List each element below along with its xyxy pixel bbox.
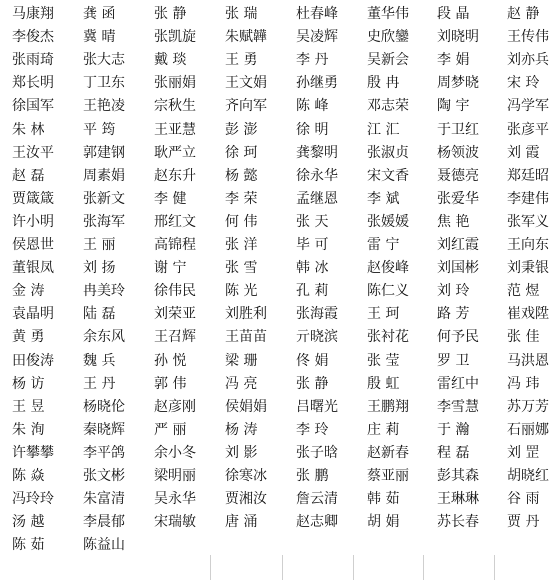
- name-entry: 平 筠: [83, 121, 116, 138]
- name-entry: 邓志荣: [367, 98, 409, 115]
- name-entry: 张 天: [296, 213, 329, 230]
- name-entry: 梁明丽: [154, 468, 196, 484]
- name-entry: 周素娟: [83, 167, 125, 184]
- name-entry: 赵志卿: [296, 514, 338, 531]
- name-entry: 许攀攀: [12, 444, 54, 461]
- name-entry: 冯 亮: [225, 375, 258, 392]
- name-entry: 陈 茹: [12, 537, 45, 554]
- name-entry: 张 莹: [367, 352, 400, 369]
- name-entry: 刘 罡: [507, 444, 540, 461]
- name-entry: 徐寒冰: [225, 468, 267, 484]
- name-entry: 宋文香: [367, 167, 409, 184]
- name-entry: 史欣鑾: [367, 29, 409, 46]
- name-entry: 杨领波: [437, 144, 479, 161]
- name-entry: 郭 伟: [154, 375, 187, 392]
- name-entry: 赵俊峰: [367, 260, 409, 277]
- name-entry: 宗秋生: [154, 98, 196, 115]
- name-entry: 杨 访: [12, 375, 45, 392]
- name-entry: 刘秉银: [507, 260, 549, 277]
- name-entry: 王琳琳: [437, 491, 479, 508]
- name-entry: 冀 晴: [83, 29, 116, 46]
- name-entry: 田俊涛: [12, 352, 54, 369]
- name-entry: 张 洋: [225, 237, 258, 253]
- name-entry: 严 丽: [154, 421, 187, 438]
- name-entry: 郑廷昭: [507, 167, 549, 184]
- name-entry: 朱 林: [12, 121, 45, 138]
- name-entry: 魏 兵: [83, 352, 116, 369]
- name-entry: 宋 玲: [507, 75, 540, 92]
- name-entry: 陈 光: [225, 283, 258, 300]
- name-entry: 张 静: [154, 6, 187, 22]
- name-entry: 于卫红: [437, 121, 479, 138]
- name-entry: 朱富清: [83, 491, 125, 508]
- name-entry: 高锦程: [154, 237, 196, 253]
- name-entry: 王鹏翔: [367, 398, 409, 415]
- name-entry: 王 珂: [367, 306, 400, 323]
- name-entry: 秦晓辉: [83, 421, 125, 438]
- name-entry: 刘 扬: [83, 260, 116, 277]
- name-entry: 王汝平: [12, 144, 54, 161]
- name-entry: 马康翔: [12, 6, 54, 22]
- name-entry: 张文彬: [83, 468, 125, 484]
- name-entry: 郑长明: [12, 75, 54, 92]
- name-entry: 冯学军: [507, 98, 549, 115]
- name-entry: 徐 珂: [225, 144, 258, 161]
- name-entry: 陈益山: [83, 537, 125, 554]
- name-entry: 杨 懿: [225, 167, 258, 184]
- name-entry: 江 汇: [367, 121, 400, 138]
- name-entry: 冯玲玲: [12, 491, 54, 508]
- column-divider: [282, 555, 283, 580]
- name-entry: 董银凤: [12, 260, 54, 277]
- name-entry: 张 瑞: [225, 6, 258, 22]
- name-entry: 吴永华: [154, 491, 196, 508]
- name-entry: 李平鸽: [83, 444, 125, 461]
- name-entry: 焦 艳: [437, 213, 470, 230]
- name-entry: 唐 涌: [225, 514, 258, 531]
- name-entry: 李 健: [154, 190, 187, 207]
- name-entry: 张雨琦: [12, 52, 54, 69]
- name-entry: 侯恩世: [12, 237, 54, 253]
- name-entry: 石丽娜: [507, 421, 549, 438]
- name-entry: 刘晓明: [437, 29, 479, 46]
- name-entry: 佟 娟: [296, 352, 329, 369]
- name-entry: 戴 琰: [154, 52, 187, 69]
- name-entry: 程 磊: [437, 444, 470, 461]
- name-entry: 刘红霞: [437, 237, 479, 253]
- name-entry: 冉美玲: [83, 283, 125, 300]
- name-entry: 王 丽: [83, 237, 116, 253]
- name-entry: 何予民: [437, 329, 479, 346]
- name-entry: 韩 茹: [367, 491, 400, 508]
- name-entry: 陈 焱: [12, 468, 45, 484]
- name-entry: 彭 澎: [225, 121, 258, 138]
- name-entry: 詹云清: [296, 491, 338, 508]
- name-entry: 赵新春: [367, 444, 409, 461]
- column-divider: [423, 555, 424, 580]
- column-divider: [494, 555, 495, 580]
- name-entry: 张淑贞: [367, 144, 409, 161]
- name-entry: 陈 峰: [296, 98, 329, 115]
- name-entry: 庄 莉: [367, 421, 400, 438]
- name-entry: 贾湘汝: [225, 491, 267, 508]
- name-entry: 王 昱: [12, 398, 45, 415]
- name-entry: 余小冬: [154, 444, 196, 461]
- name-entry: 张 鹏: [296, 468, 329, 484]
- name-entry: 崔戏陞: [507, 306, 549, 323]
- name-entry: 聂德亮: [437, 167, 479, 184]
- name-entry: 殷 虹: [367, 375, 400, 392]
- name-entry: 赵 静: [507, 6, 540, 22]
- name-entry: 王向东: [507, 237, 549, 253]
- name-entry: 朱 洵: [12, 421, 45, 438]
- name-entry: 徐永华: [296, 167, 338, 184]
- name-entry: 杨晓伦: [83, 398, 125, 415]
- name-entry: 吕曙光: [296, 398, 338, 415]
- name-entry: 李 斌: [367, 190, 400, 207]
- name-entry: 周梦晓: [437, 75, 479, 92]
- name-entry: 王召辉: [154, 329, 196, 346]
- name-entry: 刘荣亚: [154, 306, 196, 323]
- name-entry: 龚黎明: [296, 144, 338, 161]
- name-entry: 亓晓滨: [296, 329, 338, 346]
- name-entry: 王文娟: [225, 75, 267, 92]
- name-entry: 李 丹: [296, 52, 329, 69]
- name-entry: 张子晗: [296, 444, 338, 461]
- name-entry: 路 芳: [437, 306, 470, 323]
- name-entry: 赵彦刚: [154, 398, 196, 415]
- name-entry: 李雪慧: [437, 398, 479, 415]
- name-entry: 丁卫东: [83, 75, 125, 92]
- name-entry: 李 荣: [225, 190, 258, 207]
- name-entry: 陆 磊: [83, 306, 116, 323]
- name-entry: 齐向军: [225, 98, 267, 115]
- column-divider: [210, 555, 211, 580]
- name-entry: 贾箴箴: [12, 190, 54, 207]
- name-entry: 郭建钢: [83, 144, 125, 161]
- name-entry: 刘 玲: [437, 283, 470, 300]
- name-entry: 王亚慧: [154, 121, 196, 138]
- name-entry: 李 玲: [296, 421, 329, 438]
- name-entry: 张 佳: [507, 329, 540, 346]
- name-entry: 刘亦兵: [507, 52, 549, 69]
- name-entry: 张凯旋: [154, 29, 196, 46]
- name-entry: 陶 宇: [437, 98, 470, 115]
- name-entry: 汤 越: [12, 514, 45, 531]
- name-entry: 段 晶: [437, 6, 470, 22]
- name-entry: 范 煜: [507, 283, 540, 300]
- name-entry: 谷 雨: [507, 491, 540, 508]
- name-entry: 许小明: [12, 213, 54, 230]
- name-entry: 张大志: [83, 52, 125, 69]
- name-entry: 黄 勇: [12, 329, 45, 346]
- name-entry: 赵 磊: [12, 167, 45, 184]
- name-entry: 张丽娟: [154, 75, 196, 92]
- name-entry: 雷 宁: [367, 237, 400, 253]
- name-entry: 朱赋韡: [225, 29, 267, 46]
- name-entry: 胡晓红: [507, 468, 549, 484]
- name-entry: 袁晶明: [12, 306, 54, 323]
- name-entry: 董华伟: [367, 6, 409, 22]
- name-entry: 张海军: [83, 213, 125, 230]
- name-entry: 李俊杰: [12, 29, 54, 46]
- name-entry: 张 静: [296, 375, 329, 392]
- name-entry: 余东风: [83, 329, 125, 346]
- name-entry: 张彦平: [507, 121, 549, 138]
- name-entry: 冯 玮: [507, 375, 540, 392]
- name-entry: 龚 函: [83, 6, 116, 22]
- name-entry: 孔 莉: [296, 283, 329, 300]
- name-entry: 刘 霞: [507, 144, 540, 161]
- name-entry: 毕 可: [296, 237, 329, 253]
- name-entry: 贾 丹: [507, 514, 540, 531]
- name-entry: 张衬花: [367, 329, 409, 346]
- name-entry: 谢 宁: [154, 260, 187, 277]
- name-entry: 孙继勇: [296, 75, 338, 92]
- name-entry: 孙 悦: [154, 352, 187, 369]
- name-entry: 韩 冰: [296, 260, 329, 277]
- name-entry: 胡 娟: [367, 514, 400, 531]
- name-entry: 徐 明: [296, 121, 329, 138]
- name-entry: 李晨郁: [83, 514, 125, 531]
- name-entry: 于 瀚: [437, 421, 470, 438]
- name-entry: 吴凌辉: [296, 29, 338, 46]
- name-entry: 刘胜利: [225, 306, 267, 323]
- name-entry: 孟继恩: [296, 190, 338, 207]
- name-entry: 何 伟: [225, 213, 258, 230]
- column-divider: [353, 555, 354, 580]
- name-entry: 刘国彬: [437, 260, 479, 277]
- name-entry: 雷红中: [437, 375, 479, 392]
- name-entry: 陈仁义: [367, 283, 409, 300]
- name-entry: 张新文: [83, 190, 125, 207]
- name-entry: 徐伟民: [154, 283, 196, 300]
- name-entry: 殷 冉: [367, 75, 400, 92]
- name-entry: 张爱华: [437, 190, 479, 207]
- name-entry: 宋瑞敏: [154, 514, 196, 531]
- name-entry: 苏长春: [437, 514, 479, 531]
- name-entry: 梁 珊: [225, 352, 258, 369]
- name-entry: 邢红文: [154, 213, 196, 230]
- name-entry: 张海霞: [296, 306, 338, 323]
- name-entry: 赵东升: [154, 167, 196, 184]
- name-entry: 金 涛: [12, 283, 45, 300]
- name-entry: 王 勇: [225, 52, 258, 69]
- name-entry: 彭其森: [437, 468, 479, 484]
- name-entry: 张 雪: [225, 260, 258, 277]
- name-entry: 蔡亚丽: [367, 468, 409, 484]
- name-entry: 杨 涛: [225, 421, 258, 438]
- name-entry: 王 丹: [83, 375, 116, 392]
- name-entry: 吴新会: [367, 52, 409, 69]
- name-entry: 李 娟: [437, 52, 470, 69]
- name-entry: 徐国军: [12, 98, 54, 115]
- name-entry: 侯娟娟: [225, 398, 267, 415]
- name-entry: 李建伟: [507, 190, 549, 207]
- name-entry: 杜春峰: [296, 6, 338, 22]
- name-entry: 王艳凌: [83, 98, 125, 115]
- name-entry: 罗 卫: [437, 352, 470, 369]
- name-entry: 苏万芳: [507, 398, 549, 415]
- name-entry: 张军义: [507, 213, 549, 230]
- name-entry: 张媛媛: [367, 213, 409, 230]
- name-entry: 王苗苗: [225, 329, 267, 346]
- name-entry: 耿严立: [154, 144, 196, 161]
- name-entry: 王传伟: [507, 29, 549, 46]
- name-entry: 刘 影: [225, 444, 258, 461]
- name-entry: 马洪恩: [507, 352, 549, 369]
